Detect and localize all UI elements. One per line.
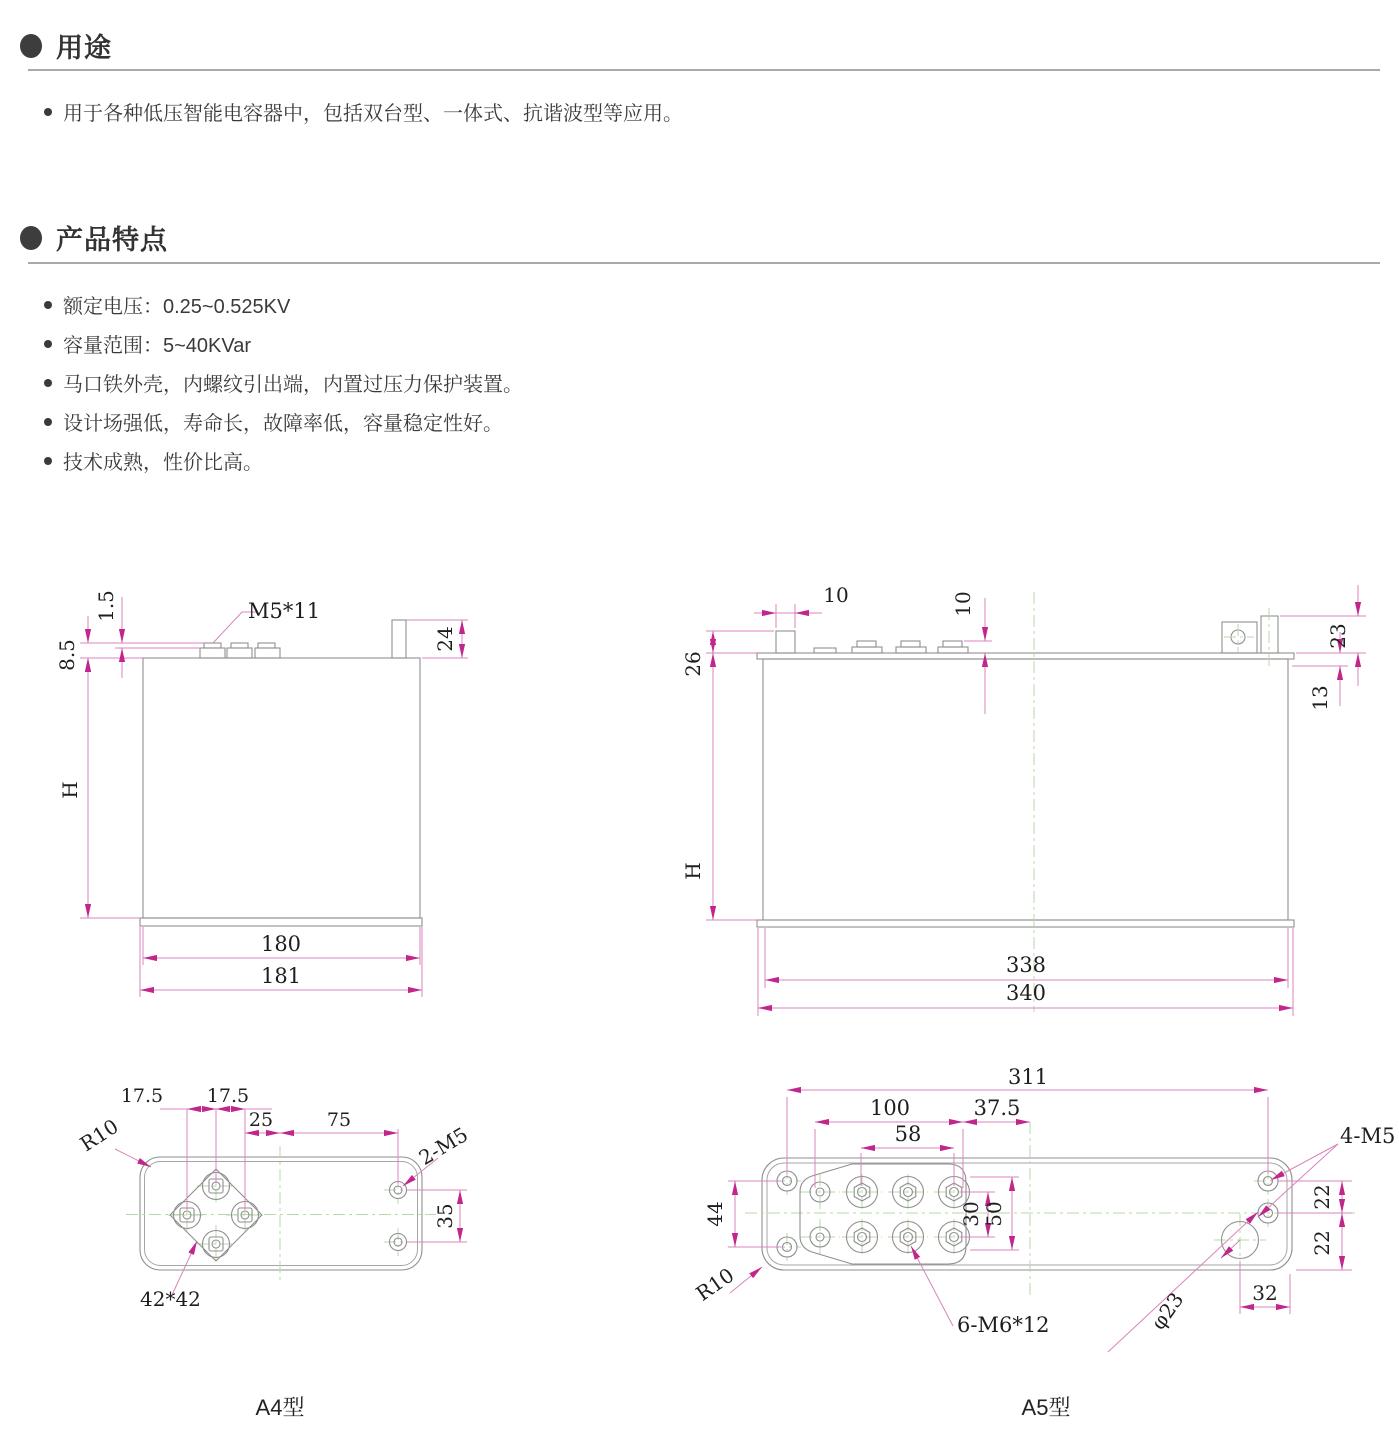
- dim-a5-terminal-span-outer: 100: [869, 1096, 911, 1120]
- dim-a4-corner-radius: R10: [75, 1114, 123, 1157]
- dim-a5-body-height: H: [681, 862, 705, 880]
- feature-text: 额定电压：0.25~0.525KV: [63, 296, 291, 318]
- dim-a5-terminal-span-inner: 58: [894, 1122, 922, 1146]
- dim-a4-width-body: 180: [260, 932, 302, 956]
- a4-plate-outer: [140, 1157, 422, 1270]
- dim-a5-bracket-offset: 13: [1308, 685, 1332, 711]
- usage-section-title: 用途: [56, 33, 112, 63]
- a5-side-view: [681, 583, 1366, 1016]
- a4-model-label: A4型: [255, 1395, 305, 1420]
- dim-a5-row-pitch: 30: [959, 1201, 983, 1227]
- a4-mount-tab: [392, 620, 406, 658]
- a4-top-dim-lines: [115, 1109, 467, 1295]
- dim-a5-tab-width: 10: [823, 583, 849, 607]
- a4-mount-holes: [390, 1182, 407, 1251]
- label-a5-big-hole: φ23: [1146, 1287, 1189, 1335]
- label-a4-terminal-square: 42*42: [140, 1287, 201, 1311]
- dim-a4-bracket-height: 24: [433, 626, 457, 652]
- features-section-title: 产品特点: [56, 225, 168, 255]
- dim-a4-width-base: 181: [260, 964, 302, 988]
- label-a5-terminal-spec: 6-M6*12: [957, 1313, 1050, 1337]
- a5-mount-holes: [777, 1171, 1278, 1259]
- feature-text: 容量范围：5~40KVar: [63, 335, 252, 357]
- dim-a5-circle-offset: 32: [1252, 1281, 1278, 1305]
- label-a4-thread-spec: M5*11: [248, 599, 321, 623]
- dim-a4-offset-center: 25: [248, 1109, 274, 1131]
- feature-text: 设计场强低，寿命长，故障率低，容量稳定性好。: [63, 413, 503, 435]
- a4-side-view: [55, 590, 468, 997]
- a5-model-label: A5型: [1021, 1395, 1071, 1420]
- dim-a5-tab-height: 26: [681, 651, 705, 677]
- dim-a4-offset-hole: 75: [326, 1109, 352, 1131]
- dim-a5-hole-span: 311: [1007, 1065, 1049, 1089]
- a4-base-flange: [140, 918, 422, 926]
- dim-a4-pitch-left: 17.5: [120, 1085, 164, 1107]
- label-a4-mount-holes: 2-M5: [414, 1122, 473, 1170]
- dim-a5-corner-radius: R10: [691, 1262, 739, 1306]
- dim-a5-width-body: 338: [1005, 953, 1047, 977]
- feature-text: 技术成熟，性价比高。: [63, 452, 263, 474]
- dim-a5-bracket-height: 23: [1326, 623, 1350, 649]
- a5-plate-inner: [767, 1163, 1287, 1265]
- a5-lid: [757, 653, 1294, 659]
- label-a5-mount-holes: 4-M5: [1340, 1124, 1396, 1148]
- a5-side-centerlines: [1034, 592, 1269, 1012]
- dim-a5-offset-bottom: 22: [1310, 1230, 1334, 1256]
- a5-top-terminals: [810, 1177, 970, 1253]
- dim-a4-body-height: H: [58, 781, 82, 799]
- a5-left-tab: [776, 631, 795, 653]
- dim-a4-pitch-right: 17.5: [206, 1085, 250, 1107]
- a5-base-flange: [757, 920, 1294, 927]
- dim-a5-offset-center: 37.5: [973, 1096, 1021, 1120]
- a5-top-centerlines: [745, 1122, 1355, 1298]
- dim-a4-cap-height: 1.5: [94, 590, 118, 622]
- a4-centerlines: [126, 1146, 436, 1284]
- dim-a5-offset-top: 22: [1310, 1184, 1334, 1210]
- dim-a5-terminal-height: 10: [951, 591, 975, 617]
- dim-a5-cluster-height: 50: [982, 1201, 1006, 1227]
- a5-right-bracket: [1222, 616, 1278, 653]
- a4-body: [143, 658, 420, 918]
- feature-text: 马口铁外壳，内螺纹引出端，内置过压力保护装置。: [63, 374, 523, 396]
- a5-side-dim-lines: [706, 585, 1366, 1016]
- dim-a4-hole-pitch: 35: [433, 1203, 457, 1229]
- dim-a4-terminal-height: 8.5: [55, 639, 79, 671]
- a4-terminals: [200, 643, 280, 658]
- a5-body: [763, 659, 1288, 920]
- a5-plate-outer: [762, 1158, 1292, 1270]
- a5-terminals: [814, 641, 968, 653]
- a4-top-view: [76, 1085, 472, 1420]
- a5-top-view: [692, 1065, 1396, 1420]
- a5-terminal-cluster: [800, 1164, 966, 1264]
- a4-plate-inner: [145, 1162, 418, 1266]
- dim-a5-width-base: 340: [1005, 981, 1047, 1005]
- dim-a5-hole-pitch-left: 44: [703, 1201, 727, 1227]
- usage-text: 用于各种低压智能电容器中，包括双台型、一体式、抗谐波型等应用。: [63, 103, 683, 125]
